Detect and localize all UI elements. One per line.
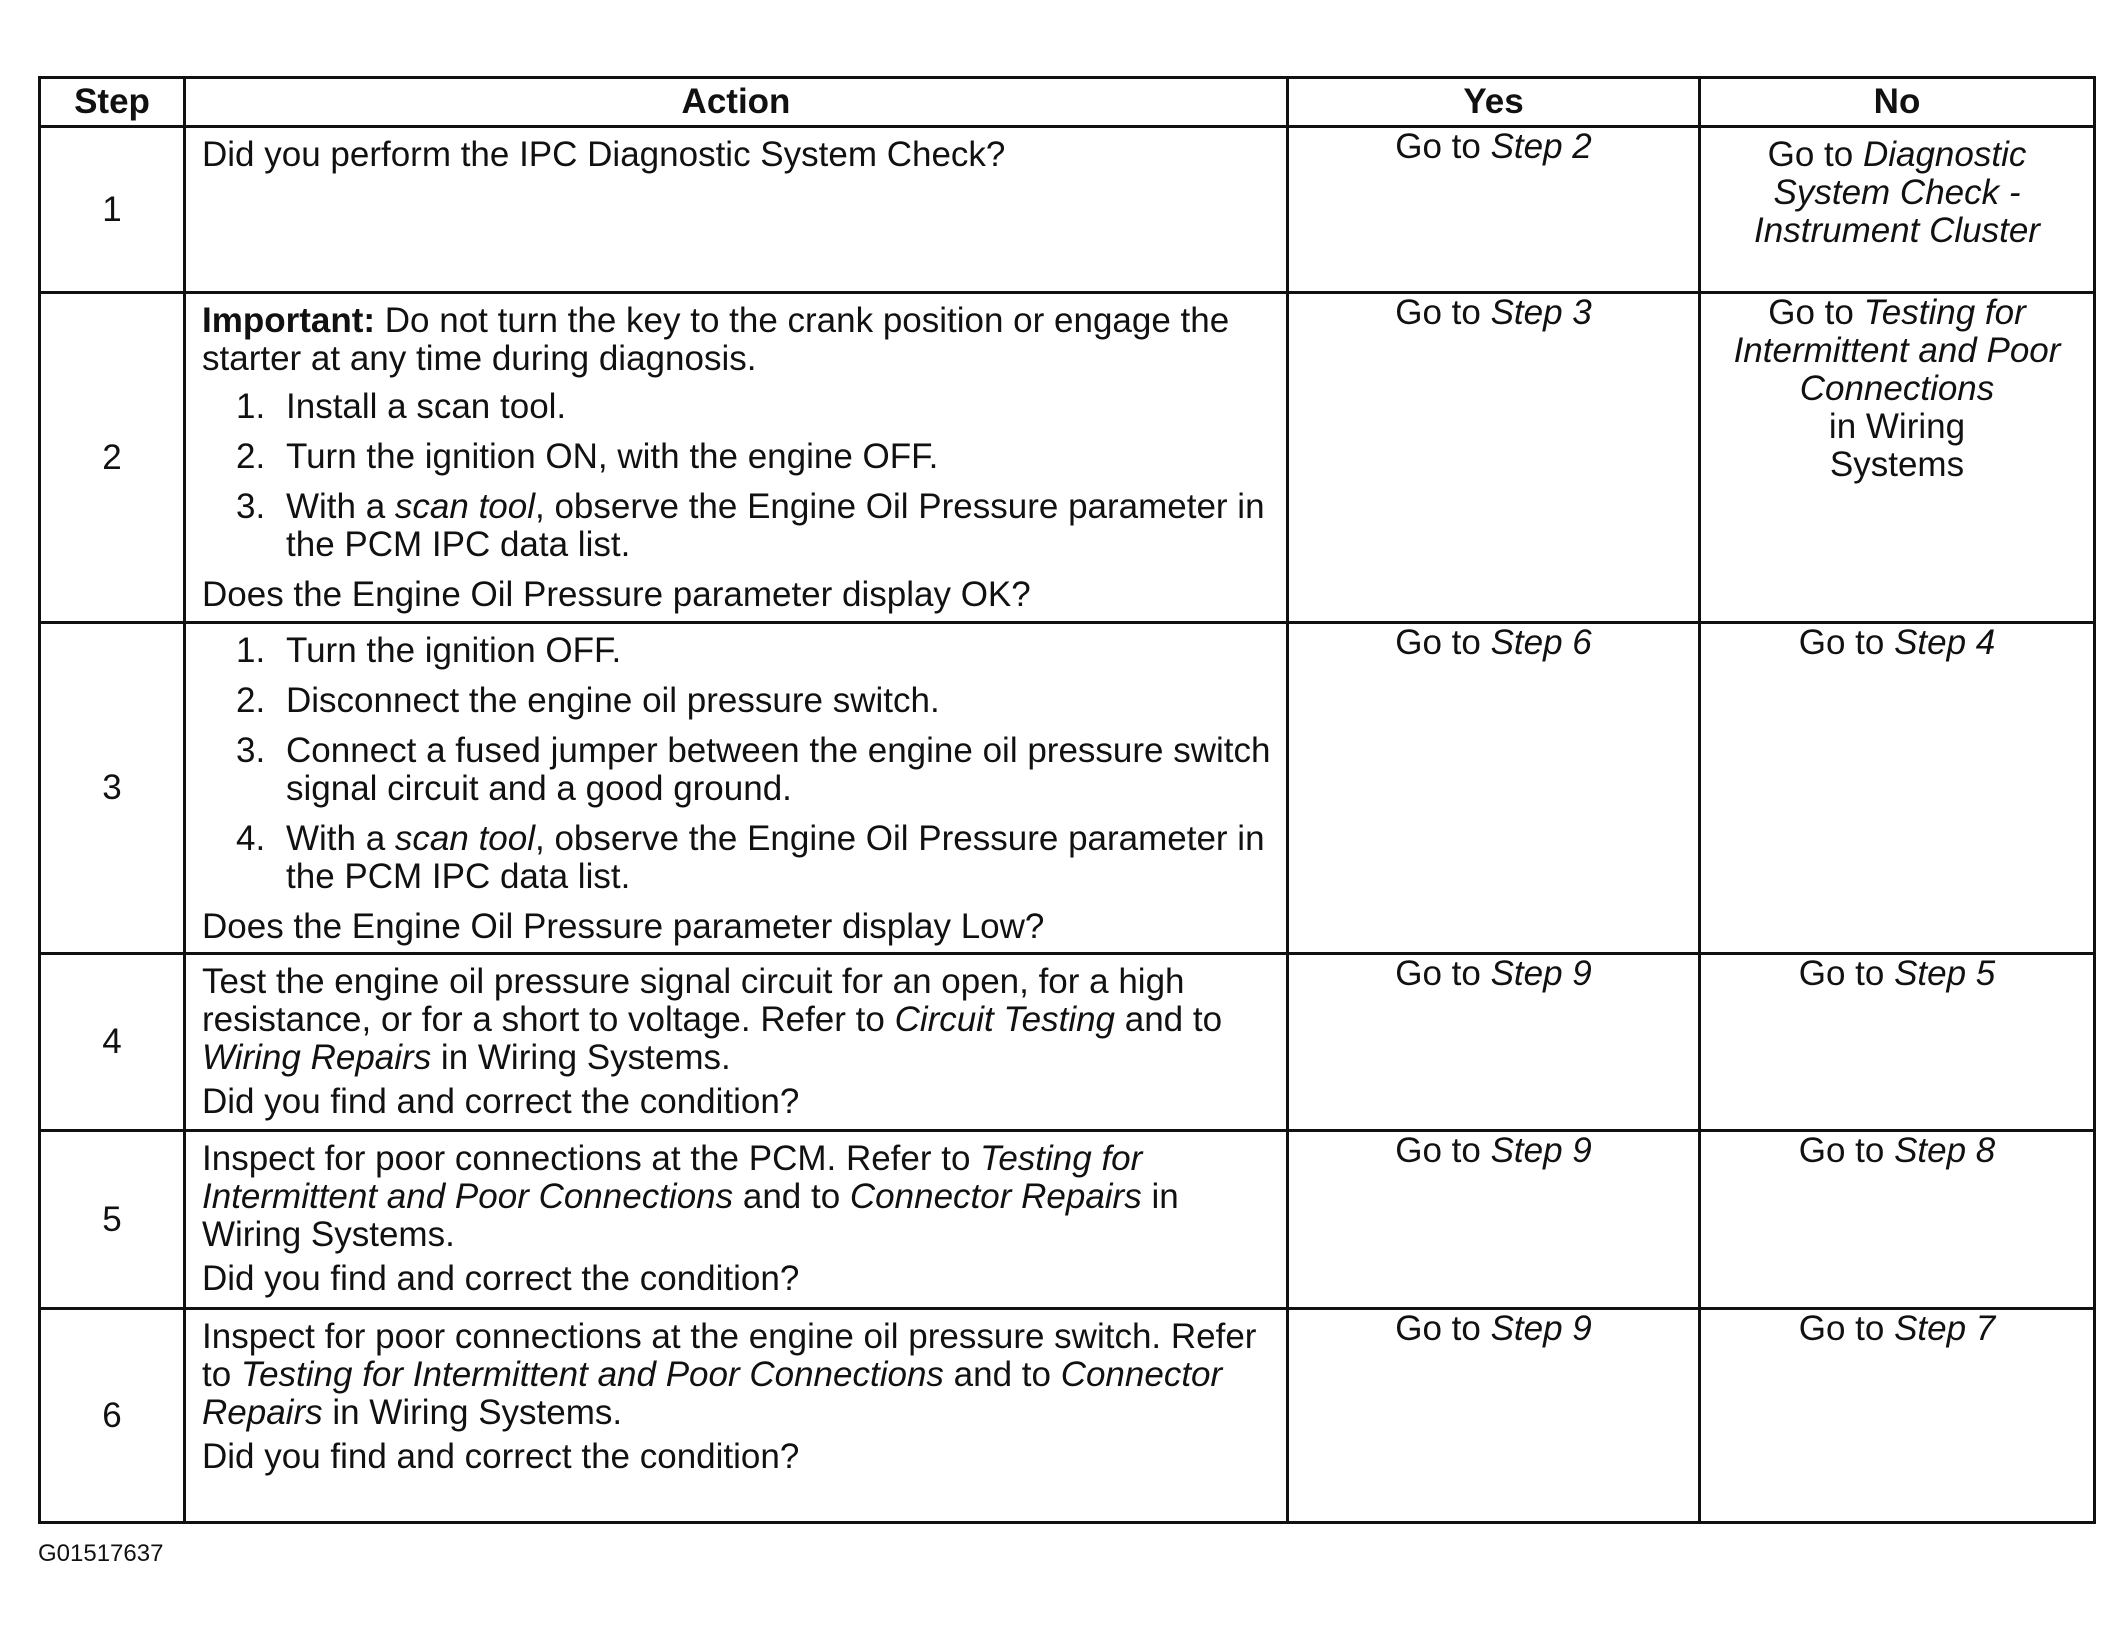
- no-ref: Connections: [1799, 369, 1995, 408]
- header-action: Action: [185, 78, 1288, 127]
- substep-text: Disconnect the engine oil pressure switch.: [286, 681, 940, 720]
- yes-prefix: Go to: [1395, 954, 1491, 993]
- no-line: [1701, 294, 2093, 332]
- yes-step-ref: Step 6: [1490, 623, 1592, 662]
- no-step-ref: Step 4: [1894, 623, 1996, 662]
- no-prefix: Go to: [1798, 1309, 1895, 1348]
- list-item: [236, 487, 1274, 564]
- step-number: 6: [40, 1309, 185, 1523]
- no-link: [1701, 624, 2093, 662]
- action-text: Test the engine oil pressure signal circuit for an open, for a high resistance, or for a short to voltage. Refer to Circuit Testing and to Wiring Repairs in Wiring Systems.: [202, 962, 1223, 1077]
- yes-cell: [1288, 127, 1700, 293]
- step-number: 3: [40, 623, 185, 954]
- action-text: Inspect for poor connections at the PCM. Refer to Testing for Intermittent and Poor Connections and to Connector Repairs in Wiring Systems.: [202, 1139, 1179, 1254]
- substep-num: 2.: [236, 681, 266, 720]
- substep-list: [202, 388, 1274, 564]
- yes-step-ref: Step 2: [1490, 127, 1592, 166]
- no-cell: [1700, 1131, 2095, 1309]
- substep-num: 3.: [236, 731, 266, 770]
- no-line: System Check -: [1773, 173, 2021, 212]
- no-tail: in Wiring: [1828, 407, 1966, 446]
- no-step-ref: Step 7: [1894, 1309, 1996, 1348]
- substep-num: 3.: [236, 487, 266, 526]
- yes-prefix: Go to: [1395, 293, 1491, 332]
- important-text: Do not turn the key to the crank position or engage the starter at any time during diagnosis.: [202, 301, 1230, 378]
- no-prefix: Go to: [1768, 293, 1864, 332]
- substep-text: Install a scan tool.: [286, 387, 567, 426]
- yes-prefix: Go to: [1395, 1309, 1491, 1348]
- substep-list: [202, 632, 1274, 896]
- list-item: [236, 681, 1274, 720]
- action-cell: [185, 1309, 1288, 1523]
- yes-step-ref: Step 3: [1490, 293, 1592, 332]
- no-step-ref: Step 8: [1894, 1131, 1996, 1170]
- important-label: Important:: [202, 301, 376, 340]
- question: Does the Engine Oil Pressure parameter display Low?: [202, 907, 1045, 946]
- yes-link: [1289, 624, 1698, 662]
- yes-prefix: Go to: [1395, 127, 1491, 166]
- substep-num: 1.: [236, 387, 266, 426]
- yes-link: [1289, 294, 1698, 332]
- question: Did you find and correct the condition?: [202, 1259, 800, 1298]
- list-item: [236, 731, 1274, 808]
- no-line: Instrument Cluster: [1754, 211, 2040, 250]
- no-cell: [1700, 293, 2095, 623]
- table-row: [40, 293, 2095, 623]
- header-row: [40, 78, 2095, 127]
- substep-text: Connect a fused jumper between the engine oil pressure switch signal circuit and a good ground.: [286, 731, 1271, 808]
- no-prefix: Go to: [1798, 1131, 1895, 1170]
- table-row: [40, 127, 2095, 293]
- no-cell: [1700, 954, 2095, 1131]
- yes-link: [1289, 955, 1698, 993]
- action-cell: [185, 623, 1288, 954]
- diagnostic-table: [38, 76, 2096, 1524]
- substep-num: 1.: [236, 631, 266, 670]
- no-line: Go to Diagnostic: [1767, 135, 2027, 174]
- action-text: Did you perform the IPC Diagnostic System Check?: [202, 135, 1006, 174]
- no-tail: Systems: [1829, 445, 1965, 484]
- list-item: [236, 819, 1274, 896]
- no-link: [1701, 1132, 2093, 1170]
- substep-text: Turn the ignition ON, with the engine OFF.: [286, 437, 939, 476]
- step-number: 5: [40, 1131, 185, 1309]
- yes-step-ref: Step 9: [1490, 1131, 1592, 1170]
- yes-link: [1289, 1310, 1698, 1348]
- list-item: [236, 387, 1274, 426]
- yes-prefix: Go to: [1395, 623, 1491, 662]
- table-row: [40, 623, 2095, 954]
- substep-text: With a scan tool, observe the Engine Oil Pressure parameter in the PCM IPC data list.: [286, 487, 1265, 564]
- list-item: [236, 437, 1274, 476]
- header-no: No: [1700, 78, 2095, 127]
- yes-cell: [1288, 1131, 1700, 1309]
- no-cell: [1700, 127, 2095, 293]
- question: Does the Engine Oil Pressure parameter display OK?: [202, 575, 1031, 614]
- list-item: [236, 631, 1274, 670]
- table-row: [40, 1131, 2095, 1309]
- substep-text: Turn the ignition OFF.: [286, 631, 622, 670]
- no-prefix: Go to: [1798, 954, 1895, 993]
- yes-link: [1289, 1132, 1698, 1170]
- action-text: Inspect for poor connections at the engine oil pressure switch. Refer to Testing for Intermittent and Poor Connections and to Connector Repairs in Wiring Systems.: [202, 1317, 1257, 1432]
- action-cell: [185, 127, 1288, 293]
- yes-step-ref: Step 9: [1490, 954, 1592, 993]
- yes-cell: [1288, 1309, 1700, 1523]
- no-ref: Intermittent and Poor: [1733, 331, 2061, 370]
- action-cell: [185, 1131, 1288, 1309]
- table-row: [40, 1309, 2095, 1523]
- substep-num: 4.: [236, 819, 266, 858]
- substep-text: With a scan tool, observe the Engine Oil Pressure parameter in the PCM IPC data list.: [286, 819, 1265, 896]
- table-row: [40, 954, 2095, 1131]
- action-cell: [185, 954, 1288, 1131]
- no-step-ref: Step 5: [1894, 954, 1996, 993]
- no-prefix: Go to: [1798, 623, 1895, 662]
- yes-step-ref: Step 9: [1490, 1309, 1592, 1348]
- yes-prefix: Go to: [1395, 1131, 1491, 1170]
- yes-cell: [1288, 623, 1700, 954]
- header-step: Step: [40, 78, 185, 127]
- step-number: 2: [40, 293, 185, 623]
- action-cell: [185, 293, 1288, 623]
- yes-cell: [1288, 293, 1700, 623]
- important-note: [202, 302, 1274, 378]
- no-cell: [1700, 1309, 2095, 1523]
- header-yes: Yes: [1288, 78, 1700, 127]
- yes-link: [1289, 128, 1698, 166]
- question: Did you find and correct the condition?: [202, 1437, 800, 1476]
- figure-id: G01517637: [38, 1540, 164, 1567]
- no-link: [1701, 955, 2093, 993]
- no-cell: [1700, 623, 2095, 954]
- question: Did you find and correct the condition?: [202, 1082, 800, 1121]
- step-number: 1: [40, 127, 185, 293]
- no-link: [1701, 1310, 2093, 1348]
- substep-num: 2.: [236, 437, 266, 476]
- yes-cell: [1288, 954, 1700, 1131]
- no-ref: Testing for: [1863, 293, 2026, 332]
- step-number: 4: [40, 954, 185, 1131]
